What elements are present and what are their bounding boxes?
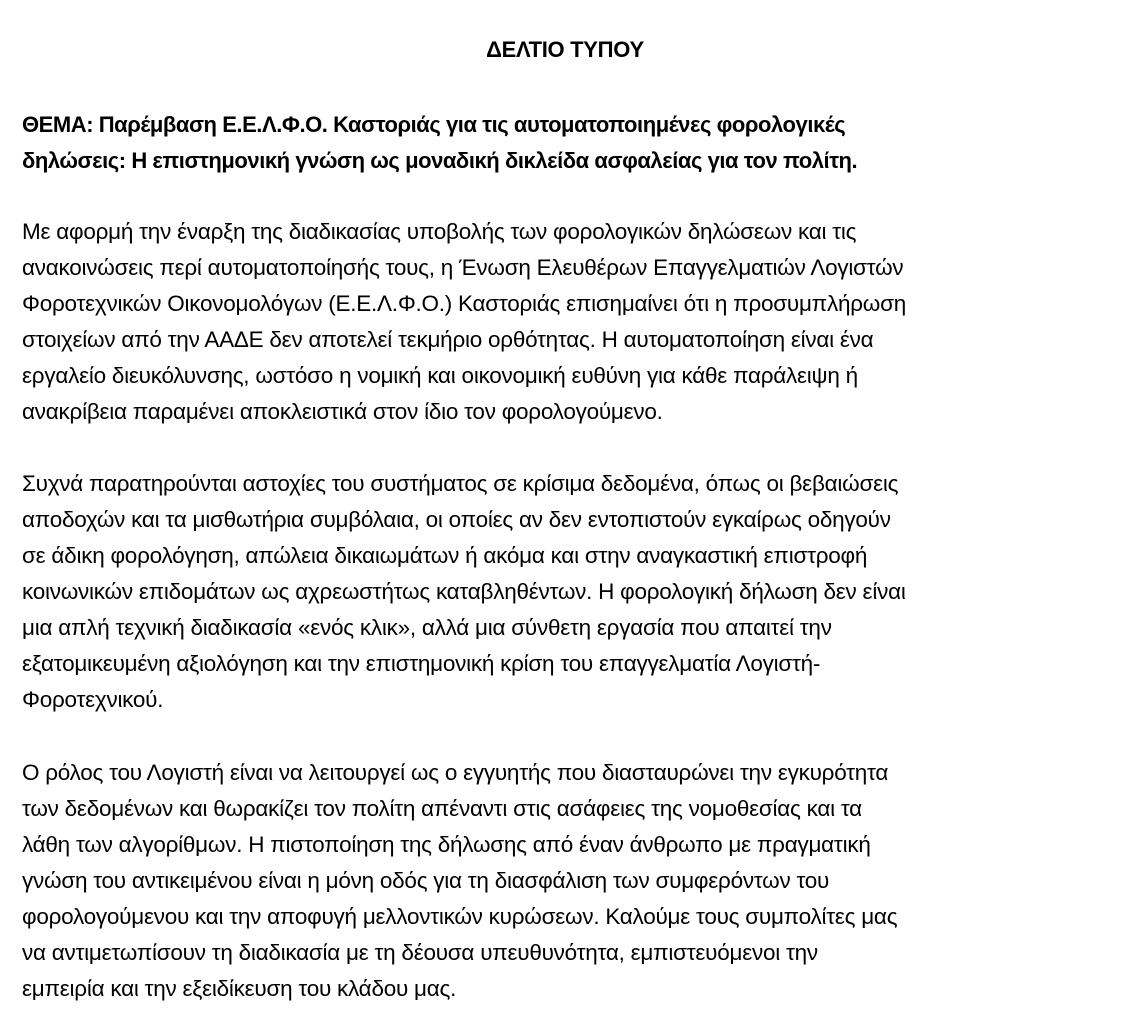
- document-title: ΔΕΛΤΙΟ ΤΥΠΟΥ: [486, 37, 644, 62]
- paragraph-line: αποδοχών και τα μισθωτήρια συμβόλαια, οι οποίες αν δεν εντοπιστούν εγκαίρως οδηγούν: [22, 507, 891, 532]
- paragraph-line: εμπειρία και την εξειδίκευση του κλάδου μας.: [22, 976, 457, 1001]
- paragraph-line: Φοροτεχνικών Οικονομολόγων (Ε.Ε.Λ.Φ.Ο.) Καστοριάς επισημαίνει ότι η προσυμπλήρωση: [22, 291, 906, 316]
- paragraph-line: Ο ρόλος του Λογιστή είναι να λειτουργεί ως ο εγγυητής που διασταυρώνει την εγκυρότητα: [22, 760, 889, 785]
- paragraph-line: στοιχείων από την ΑΑΔΕ δεν αποτελεί τεκμήριο ορθότητας. Η αυτοματοποίηση είναι ένα: [22, 327, 874, 352]
- subject-line: ΘΕΜΑ: Παρέμβαση Ε.Ε.Λ.Φ.Ο. Καστοριάς για τις αυτοματοποιημένες φορολογικές: [22, 112, 846, 137]
- paragraph-line: κοινωνικών επιδομάτων ως αχρεωστήτως καταβληθέντων. Η φορολογική δήλωση δεν είναι: [22, 579, 906, 604]
- paragraph-line: ανακοινώσεις περί αυτοματοποίησής τους, η Ένωση Ελευθέρων Επαγγελματιών Λογιστών: [22, 255, 904, 280]
- paragraph-line: φορολογούμενου και την αποφυγή μελλοντικών κυρώσεων. Καλούμε τους συμπολίτες μας: [22, 904, 898, 929]
- paragraph-line: ανακρίβεια παραμένει αποκλειστικά στον ίδιο τον φορολογούμενο.: [22, 399, 663, 424]
- paragraph-accountant-role: [22, 755, 897, 1007]
- paragraph-line: Φοροτεχνικού.: [22, 687, 164, 712]
- paragraph-line: των δεδομένων και θωρακίζει τον πολίτη απέναντι στις ασάφειες της νομοθεσίας και τα: [22, 796, 862, 821]
- paragraph-line: λάθη των αλγορίθμων. Η πιστοποίηση της δήλωσης από έναν άνθρωπο με πραγματική: [22, 832, 871, 857]
- paragraph-line: μια απλή τεχνική διαδικασία «ενός κλικ», αλλά μια σύνθετη εργασία που απαιτεί την: [22, 615, 832, 640]
- paragraph-line: να αντιμετωπίσουν τη διαδικασία με τη δέουσα υπευθυνότητα, εμπιστευόμενοι την: [22, 940, 818, 965]
- paragraph-line: Συχνά παρατηρούνται αστοχίες του συστήματος σε κρίσιμα δεδομένα, όπως οι βεβαιώσεις: [22, 471, 899, 496]
- paragraph-line: γνώση του αντικειμένου είναι η μόνη οδός για τη διασφάλιση των συμφερόντων του: [22, 868, 830, 893]
- paragraph-system-errors: [22, 466, 906, 718]
- document-subject: [22, 107, 857, 179]
- subject-line: δηλώσεις: Η επιστημονική γνώση ως μοναδική δικλείδα ασφαλείας για τον πολίτη.: [22, 148, 858, 173]
- paragraph-line: Με αφορμή την έναρξη της διαδικασίας υποβολής των φορολογικών δηλώσεων και τις: [22, 219, 857, 244]
- paragraph-line: εξατομικευμένη αξιολόγηση και την επιστημονική κρίση του επαγγελματία Λογιστή-: [22, 651, 821, 676]
- paragraph-line: σε άδικη φορολόγηση, απώλεια δικαιωμάτων ή ακόμα και στην αναγκαστική επιστροφή: [22, 543, 868, 568]
- paragraph-line: εργαλείο διευκόλυνσης, ωστόσο η νομική και οικονομική ευθύνη για κάθε παράλειψη ή: [22, 363, 858, 388]
- paragraph-intro: [22, 214, 906, 430]
